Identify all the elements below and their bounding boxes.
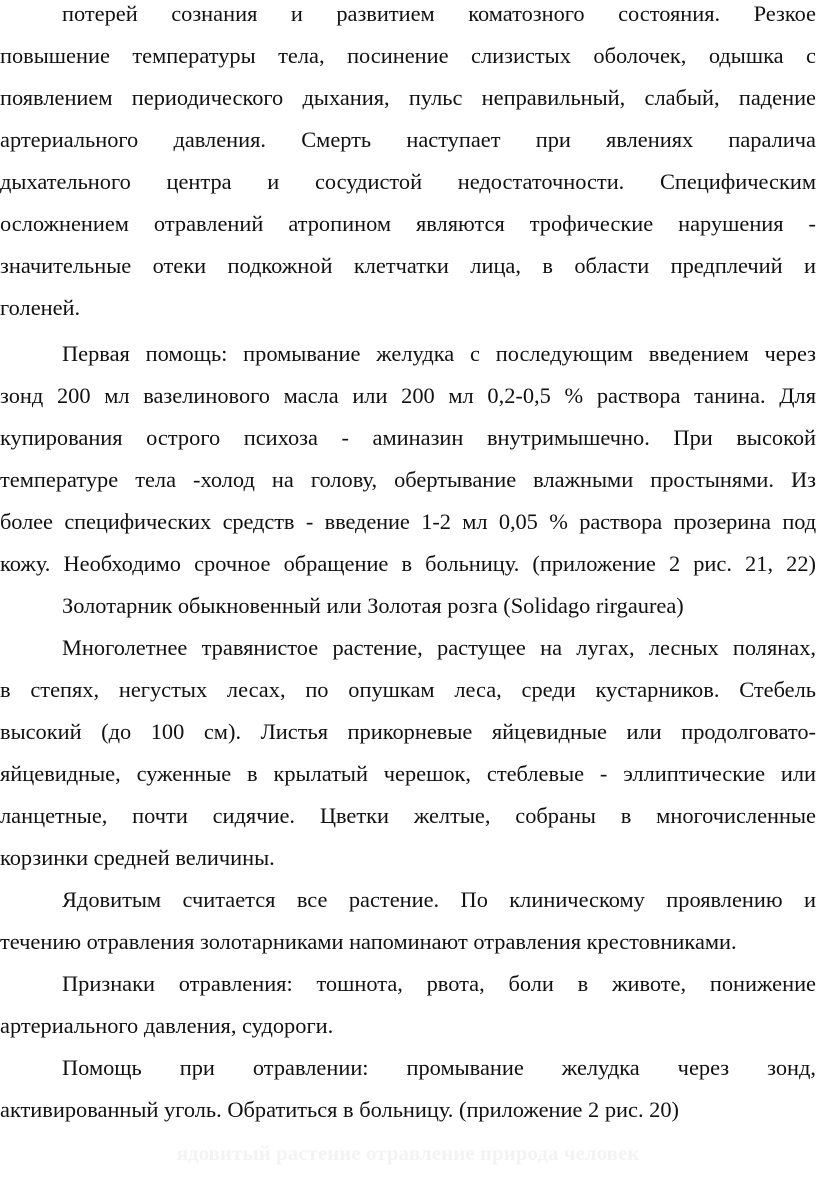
text-line: корзинки средней величины.	[0, 845, 275, 870]
text-line: активированный уголь. Обратиться в больницу. (приложение 2 рис. 20)	[0, 1097, 679, 1122]
text-line: ланцетные, почти сидячие. Цветки желтые, собраны в многочисленные	[0, 803, 816, 828]
text-line: потерей сознания и развитием коматозного состояния. Резкое	[62, 1, 816, 26]
text-line: течению отравления золотарниками напоминают отравления крестовниками.	[0, 929, 737, 954]
text-line: яйцевидные, суженные в крылатый черешок, стеблевые - эллиптические или	[0, 761, 816, 786]
paragraph-first-line: Признаки отравления: тошнота, рвота, боли в животе, понижение	[62, 971, 816, 996]
text-line: повышение температуры тела, посинение слизистых оболочек, одышка с	[0, 43, 816, 68]
text-line: более специфических средств - введение 1-2 мл 0,05 % раствора прозерина под	[0, 509, 816, 534]
text-line: зонд 200 мл вазелинового масла или 200 мл 0,2-0,5 % раствора танина. Для	[0, 383, 816, 408]
text-line: значительные отеки подкожной клетчатки лица, в области предплечий и	[0, 253, 816, 278]
text-line: артериального давления. Смерть наступает при явлениях паралича	[0, 127, 816, 152]
plant-heading: Золотарник обыкновенный или Золотая розга (Solidago rirgaurea)	[62, 593, 684, 618]
paragraph-first-line: Первая помощь: промывание желудка с последующим введением через	[62, 341, 816, 366]
text-line: появлением периодического дыхания, пульс неправильный, слабый, падение	[0, 85, 816, 110]
text-line: артериального давления, судороги.	[0, 1013, 334, 1038]
text-line: температуре тела -холод на голову, обертывание влажными простынями. Из	[0, 467, 816, 492]
paragraph-first-line: Ядовитым считается все растение. По клиническому проявлению и	[62, 887, 816, 912]
text-line: осложнением отравлений атропином являются трофические нарушения -	[0, 211, 816, 236]
text-line: высокий (до 100 см). Листья прикорневые яйцевидные или продолговато-	[0, 719, 816, 744]
watermark-text: ядовитый растение отравление природа человек	[176, 1141, 640, 1165]
paragraph-first-line: Многолетнее травянистое растение, растущее на лугах, лесных полянах,	[62, 635, 816, 660]
paragraph-first-line: Помощь при отравлении: промывание желудка через зонд,	[62, 1055, 816, 1080]
text-line: в степях, негустых лесах, по опушкам леса, среди кустарников. Стебель	[0, 677, 816, 702]
text-line: дыхательного центра и сосудистой недостаточности. Специфическим	[0, 169, 816, 194]
text-line: купирования острого психоза - аминазин внутримышечно. При высокой	[0, 425, 816, 450]
text-line: кожу. Необходимо срочное обращение в больницу. (приложение 2 рис. 21, 22)	[0, 551, 816, 576]
text-line: голеней.	[0, 295, 81, 320]
